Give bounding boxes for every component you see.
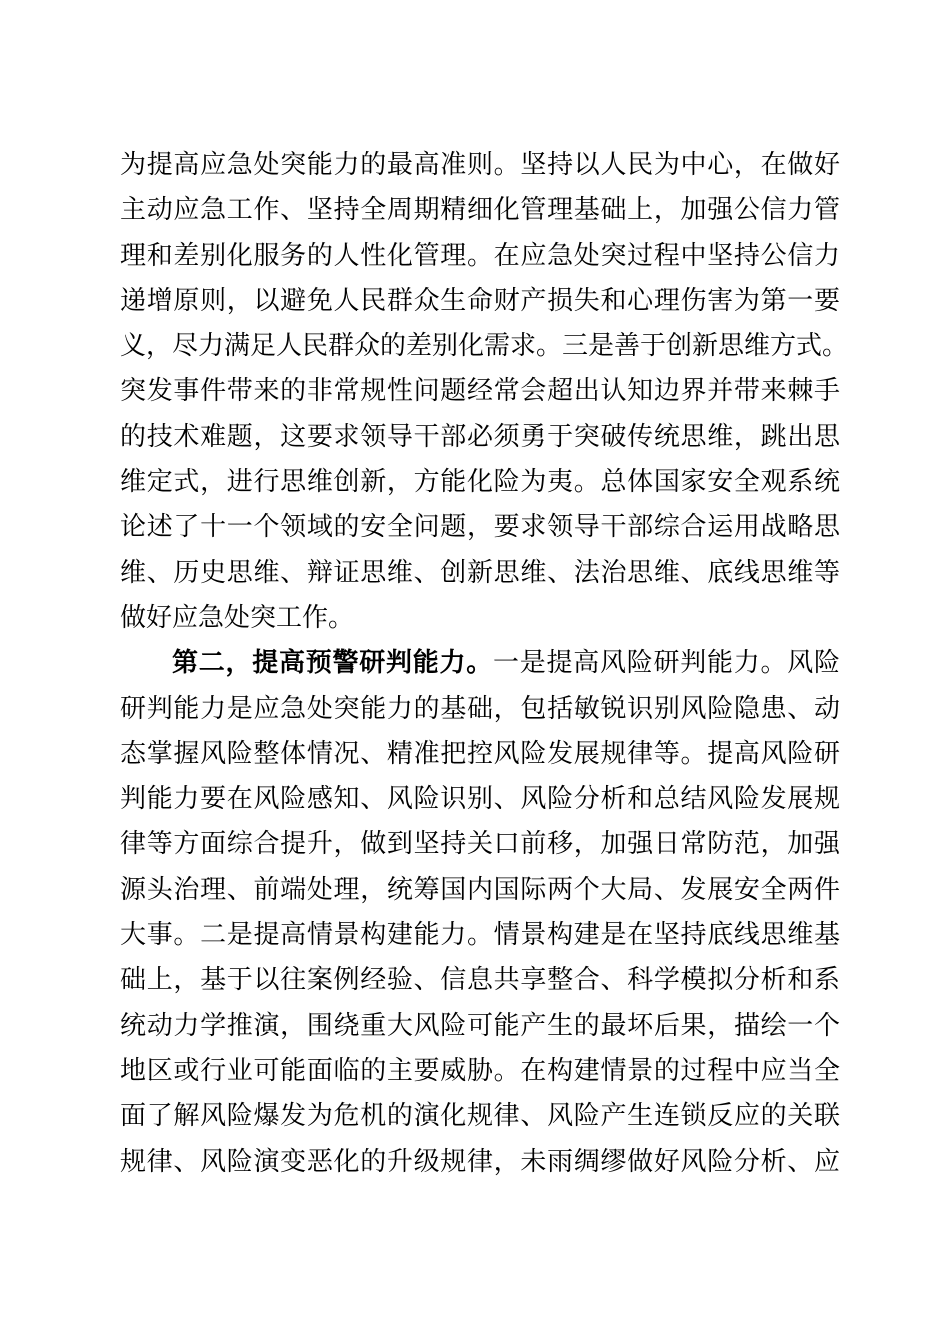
text-line: 为提高应急处突能力的最高准则。坚持以人民为中心，在做好 [120, 150, 840, 180]
text-run: 一是提高风险研判能力。风险 [493, 648, 840, 679]
text-line: 做好应急处突工作。 [120, 602, 355, 633]
text-line: 判能力要在风险感知、风险识别、风险分析和总结风险发展规 [120, 784, 840, 815]
text-line: 的技术难题，这要求领导干部必须勇于突破传统思维，跳出思 [120, 421, 840, 452]
text-line: 维定式，进行思维创新，方能化险为夷。总体国家安全观系统 [120, 467, 840, 498]
text-line: 础上，基于以往案例经验、信息共享整合、科学模拟分析和系 [120, 965, 840, 996]
text-line: 规律、风险演变恶化的升级规律，未雨绸缪做好风险分析、应 [120, 1146, 840, 1177]
text-line: 论述了十一个领域的安全问题，要求领导干部综合运用战略思 [120, 512, 840, 543]
text-line: 面了解风险爆发为危机的演化规律、风险产生连锁反应的关联 [120, 1101, 840, 1132]
body-text [120, 143, 849, 1185]
paragraph-first-line [120, 641, 840, 686]
text-line: 地区或行业可能面临的主要威胁。在构建情景的过程中应当全 [120, 1055, 840, 1086]
text-line: 研判能力是应急处突能力的基础，包括敏锐识别风险隐患、动 [120, 693, 840, 724]
text-line: 理和差别化服务的人性化管理。在应急处突过程中坚持公信力 [120, 240, 840, 271]
text-line: 统动力学推演，围绕重大风险可能产生的最坏后果，描绘一个 [120, 1010, 840, 1041]
text-line: 主动应急工作、坚持全周期精细化管理基础上，加强公信力管 [120, 195, 840, 226]
text-line: 律等方面综合提升，做到坚持关口前移，加强日常防范，加强 [120, 829, 840, 860]
section-heading: 第二，提高预警研判能力。 [172, 648, 493, 679]
text-line: 大事。二是提高情景构建能力。情景构建是在坚持底线思维基 [120, 920, 840, 951]
text-line: 突发事件带来的非常规性问题经常会超出认知边界并带来棘手 [120, 376, 840, 407]
text-line: 义，尽力满足人民群众的差别化需求。三是善于创新思维方式。 [120, 331, 849, 362]
text-line: 维、历史思维、辩证思维、创新思维、法治思维、底线思维等 [120, 557, 840, 588]
text-line: 递增原则，以避免人民群众生命财产损失和心理伤害为第一要 [120, 285, 840, 316]
text-line: 源头治理、前端处理，统筹国内国际两个大局、发展安全两件 [120, 874, 840, 905]
text-line: 态掌握风险整体情况、精准把控风险发展规律等。提高风险研 [120, 738, 840, 769]
